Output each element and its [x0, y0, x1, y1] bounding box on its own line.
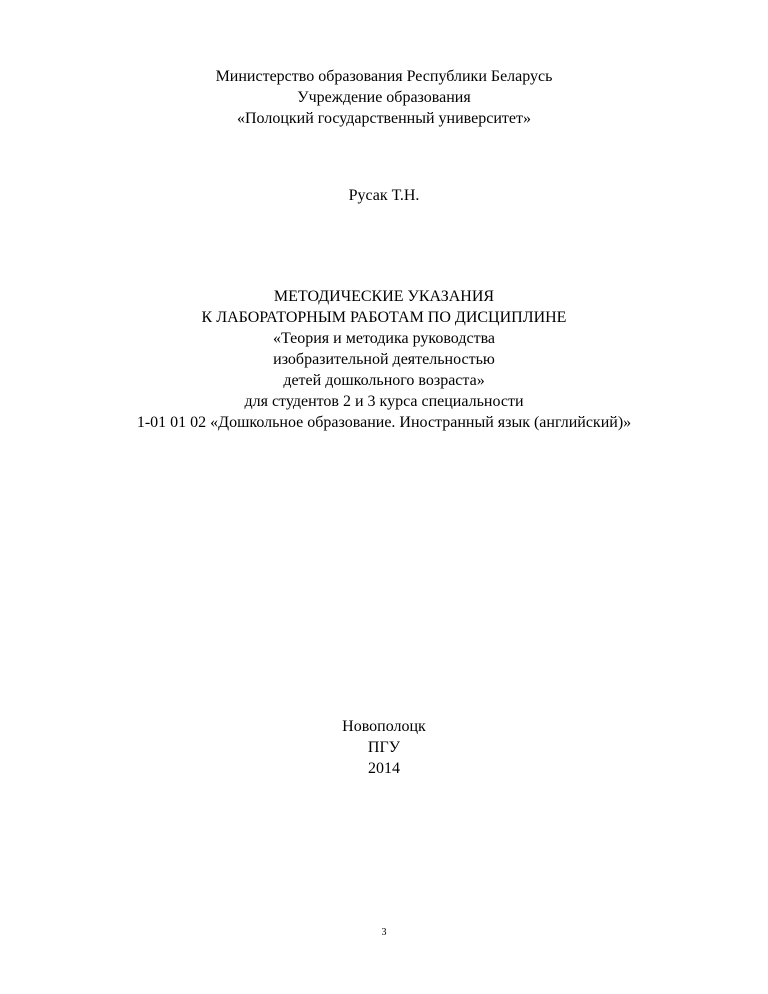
university-name: «Полоцкий государственный университет» [236, 110, 531, 127]
specialty-line: 1-01 01 02 «Дошкольное образование. Иностранный язык (английский)» [136, 414, 632, 431]
publication-year: 2014 [368, 760, 400, 777]
title-page-header [0, 66, 768, 129]
discipline-name-line-2: изобразительной деятельностью [273, 351, 495, 368]
document-title-line-2: К ЛАБОРАТОРНЫМ РАБОТАМ ПО ДИСЦИПЛИНЕ [201, 309, 567, 326]
document-title-line-1: МЕТОДИЧЕСКИЕ УКАЗАНИЯ [273, 288, 495, 305]
institution-type: Учреждение образования [297, 89, 471, 106]
page-number: 3 [381, 927, 387, 938]
author-block [0, 185, 768, 206]
document-title-block [0, 286, 768, 433]
ministry-name: Министерство образования Республики Беларусь [215, 68, 553, 85]
publisher-name: ПГУ [367, 739, 401, 756]
audience-line: для студентов 2 и 3 курса специальности [244, 393, 524, 410]
author-name: Русак Т.Н. [348, 187, 420, 204]
imprint-block [0, 716, 768, 779]
discipline-name-line-1: «Теория и методика руководства [272, 330, 496, 347]
discipline-name-line-3: детей дошкольного возраста» [283, 372, 485, 389]
publication-city: Новополоцк [342, 718, 426, 735]
